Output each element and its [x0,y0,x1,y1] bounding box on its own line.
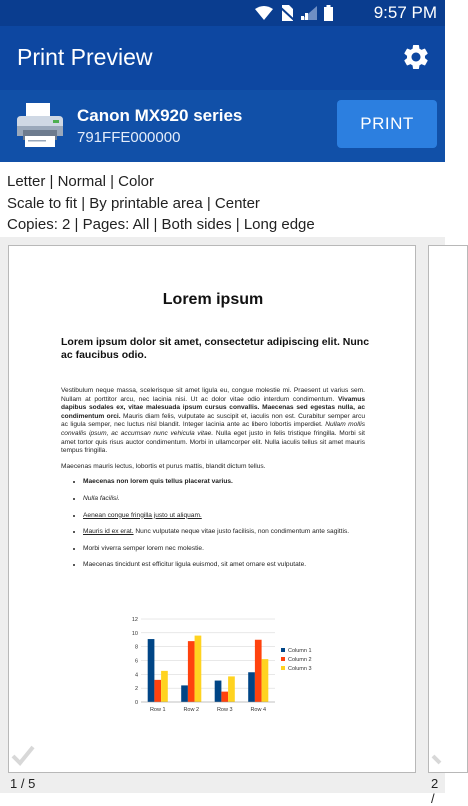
gear-icon[interactable] [401,42,431,72]
chart-legend-swatch [281,666,285,670]
preview-page-1[interactable] [8,245,416,773]
status-bar [0,0,445,26]
chart-bar [188,641,195,702]
chart-bar [215,681,222,702]
list-item [83,478,365,487]
chart-bar [255,640,262,702]
chart-bar [262,659,269,702]
chart-legend-swatch [281,648,285,652]
print-settings-summary[interactable] [7,171,315,236]
printer-name: Canon MX920 series [77,106,243,125]
list-item [83,528,365,537]
list-item-text: Maecenas tincidunt est efficitur ligula euismod, sit amet ornare est vulputate. [83,561,307,569]
document-title: Lorem ipsum [162,291,264,308]
chart-x-tick-label: Row 4 [250,707,267,713]
chart-legend-swatch [281,657,285,661]
copies-settings-line: Copies: 2 | Pages: All | Both sides | Long edge [7,216,315,233]
page-title: Print Preview [17,44,153,70]
chart-x-tick-label: Row 1 [149,707,166,713]
list-item-text: Aenean congue fringilla justo ut aliquam. [83,511,202,519]
status-icons [255,5,333,21]
chart-y-tick-label: 0 [134,700,138,706]
signal-icon [301,6,317,20]
printer-bar[interactable] [0,90,445,162]
chart-y-tick-label: 12 [131,617,138,623]
text-run: Nulla eget justo in felis tristique fringilla. Morbi sit amet tortor quis risus auctor condimentum. Morbi in ullamcorper elit. Nulla iaculis tellus sit amet mauris tempus fringilla. [61,429,365,455]
chart-legend-label: Column 1 [288,648,312,654]
chart-x-tick-label: Row 2 [183,707,200,713]
print-button[interactable]: PRINT [337,100,437,148]
chart-bar [221,692,228,702]
chart-bar [148,639,155,702]
next-page-number-label: 2 / [431,776,439,806]
scale-settings-line: Scale to fit | By printable area | Center [7,194,260,212]
printer-id: 791FFE000000 [77,129,181,146]
app-bar [0,26,445,90]
chart-bar [248,672,255,702]
list-item-text: Mauris id ex erat. [83,528,134,536]
list-item-text: Maecenas non lorem quis tellus placerat varius. [83,478,233,486]
text-run-italic: Nullam mollis convallis ipsum, ac accumsan nunc vehicula vitae. [61,421,366,437]
document-paragraph: Maecenas mauris lectus, lobortis et purus mattis, blandit dictum tellus. [61,462,266,470]
no-sim-icon [280,5,294,21]
chart-legend-label: Column 3 [288,666,312,672]
paper-settings-line: Letter | Normal | Color [7,173,155,190]
wifi-icon [255,6,273,20]
chart-bar [181,685,188,702]
clock: 9:57 PM [373,3,437,22]
chart-y-tick-label: 6 [134,658,138,665]
preview-page-2[interactable] [428,245,468,773]
chart-y-tick-label: 8 [134,644,138,651]
chart-y-tick-label: 10 [131,630,138,637]
list-item [83,545,365,554]
document-list [83,478,365,570]
page-selected-check-icon[interactable] [430,742,446,768]
chart-bar [154,680,161,702]
bar-chart [125,614,321,718]
list-item-text: Nulla facilisi. [83,494,120,502]
document-paragraph [61,387,365,456]
list-item-text: Morbi viverra semper lorem nec molestie. [83,544,204,552]
list-item-text: Nunc vulputate neque vitae justo facilisis, non condimentum ante sagittis. [133,528,350,536]
printer-icon [15,100,65,148]
list-item [83,561,365,570]
page-selected-check-icon[interactable] [10,742,36,768]
chart-bar [195,636,202,702]
text-run: Mauris diam felis, vulputate ac suscipit et, iaculis non est. Curabitur semper arcu ac ligula semper, nec luctus nisl blandit. Integer lacinia ante ac libero lobortis imperdiet. [61,412,365,429]
document-body [61,387,365,578]
chart-x-tick-label: Row 3 [216,707,233,713]
chart-y-tick-label: 4 [134,672,138,679]
page-number-label: 1 / 5 [10,776,36,791]
preview-area[interactable] [0,237,445,806]
list-item [83,495,365,504]
chart-bar [228,676,235,702]
text-run: Vestibulum neque massa, scelerisque sit amet ligula eu, congue molestie mi. Praesent ut varius sem. Nullam at porttitor arcu, nec lacinia nisi. Ut ac dolor vitae odio interdum condimentum. [61,387,365,403]
list-item [83,512,365,521]
chart-y-tick-label: 2 [134,686,138,693]
text-run-bold: Vivamus dapibus sodales ex, vitae malesuada ipsum cursus convallis. Maecenas sed egestas nulla, ac condimentum orci. [61,395,365,420]
battery-icon [324,5,333,21]
chart-legend-label: Column 2 [288,657,312,663]
document-subtitle: Lorem ipsum dolor sit amet, consectetur adipiscing elit. Nunc ac faucibus odio. [61,336,370,361]
chart-bar [161,671,168,702]
